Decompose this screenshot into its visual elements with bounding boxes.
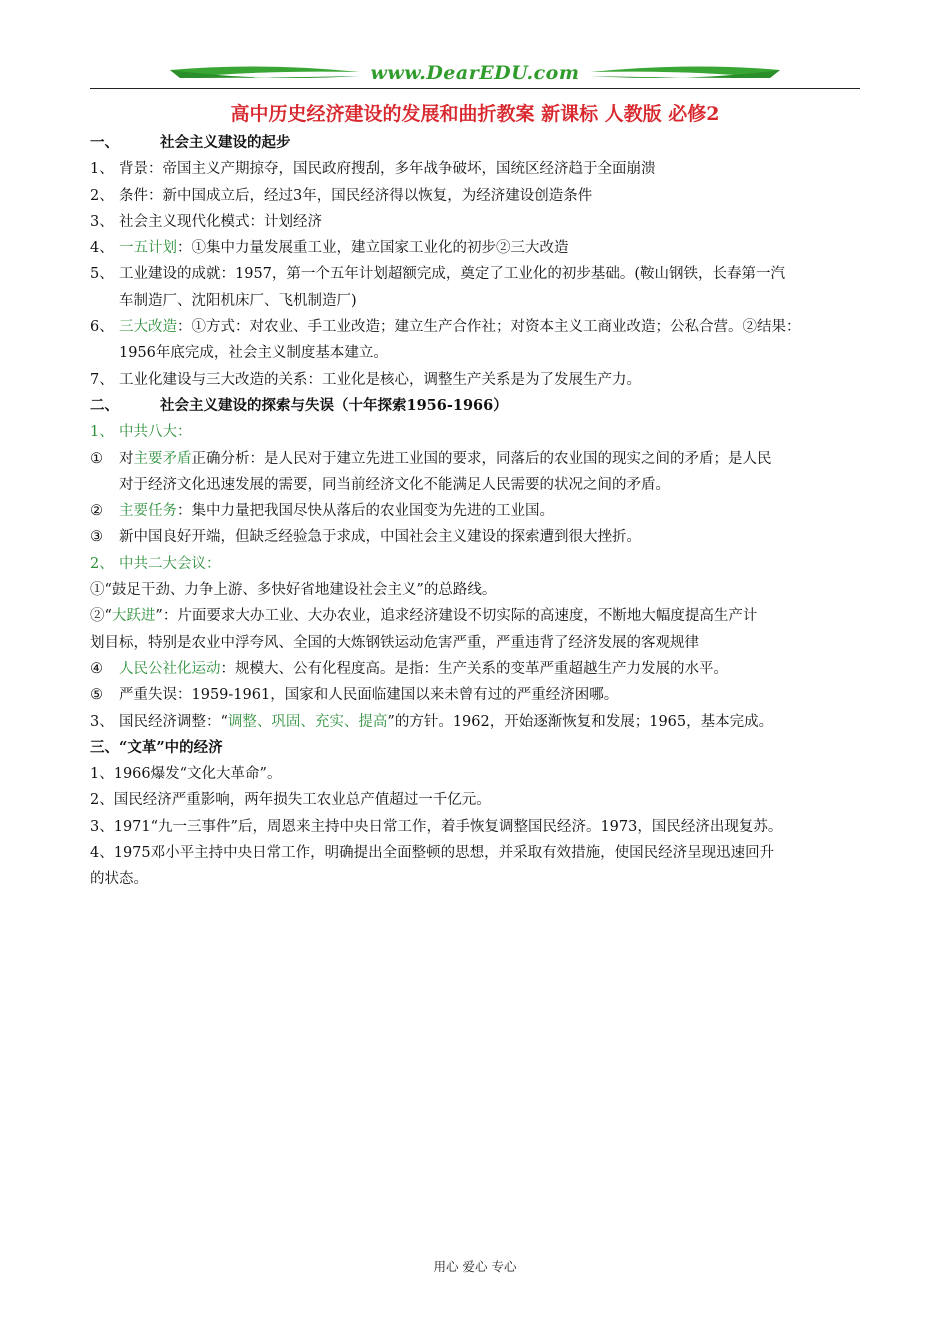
list-item: ③ 新中国良好开端，但缺乏经验急于求成，中国社会主义建设的探索遭到很大挫折。 (90, 529, 641, 546)
key-term: 大跃进 (111, 608, 156, 625)
list-item: ②“大跃进”：片面要求大办工业、大办农业，追求经济建设不切实际的高速度，不断地大幅度提高生产计 (90, 608, 758, 625)
list-item: 6、 三大改造：①方式：对农业、手工业改造；建立生产合作社；对资本主义工商业改造；公私合营。②结果： (90, 319, 801, 336)
list-item: 4、1975邓小平主持中央日常工作，明确提出全面整顿的思想，并采取有效措施，使国民经济呈现迅速回升 (90, 845, 775, 862)
list-item: 7、 工业化建设与三大改造的关系：工业化是核心，调整生产关系是为了发展生产力。 (90, 371, 641, 388)
page-title: 高中历史经济建设的发展和曲折教案 新课标 人教版 必修2 (230, 103, 720, 125)
list-item: 1、 背景：帝国主义产期掠夺，国民政府搜刮，多年战争破坏，国统区经济趋于全面崩溃 (90, 161, 656, 178)
page-footer: 用心 爱心 专心 (433, 1259, 517, 1274)
list-item: 2、国民经济严重影响，两年损失工农业总产值超过一千亿元。 (90, 792, 491, 809)
subsection-heading: 2、 中共二大会议： (90, 555, 221, 572)
document-body (90, 130, 862, 893)
list-item-continuation: 1956年底完成，社会主义制度基本建立。 (119, 345, 388, 362)
list-item: 5、 工业建设的成就：1957，第一个五年计划超额完成，奠定了工业化的初步基础。(鞍山钢铁，长春第一汽 (90, 266, 786, 283)
list-item: ④ 人民公社化运动：规模大、公有化程度高。是指：生产关系的变革严重超越生产力发展的水平。 (90, 660, 728, 677)
list-item: 3、 社会主义现代化模式：计划经济 (90, 213, 322, 230)
list-item-continuation: 车制造厂、沈阳机床厂、飞机制造厂) (119, 292, 357, 309)
list-item: ② 主要任务：集中力量把我国尽快从落后的农业国变为先进的工业国。 (90, 503, 554, 520)
subsection-heading: 1、 中共八大： (90, 424, 192, 441)
key-term: 一五计划 (119, 240, 177, 257)
list-item: 3、1971“九一三事件”后，周恩来主持中央日常工作，着手恢复调整国民经济。1973，国民经济出现复苏。 (90, 818, 783, 835)
list-item-continuation: 的状态。 (90, 871, 148, 888)
list-item: ⑤ 严重失误：1959-1961，国家和人民面临建国以来未曾有过的严重经济困哪。 (90, 687, 619, 704)
list-item-continuation: 划目标，特别是农业中浮夸风、全国的大炼钢铁运动危害严重，严重违背了经济发展的客观规律 (90, 634, 699, 651)
section-heading: 三、“文革”中的经济 (90, 738, 223, 756)
list-item: 4、 一五计划：①集中力量发展重工业，建立国家工业化的初步②三大改造 (90, 240, 569, 257)
list-item: 3、 国民经济调整：“调整、巩固、充实、提高”的方针。1962，开始逐渐恢复和发展；1965，基本完成。 (90, 713, 774, 730)
site-logo[interactable]: www.DearEDU.com (370, 62, 580, 84)
key-term: 人民公社化运动 (119, 660, 221, 677)
list-item: 2、 条件：新中国成立后，经过3年，国民经济得以恢复，为经济建设创造条件 (90, 187, 593, 204)
key-term: 调整、巩固、充实、提高 (227, 713, 388, 730)
key-term: 主要矛盾 (133, 450, 192, 467)
key-term: 主要任务 (119, 503, 177, 520)
list-item-continuation: 对于经济文化迅速发展的需要，同当前经济文化不能满足人民需要的状况之间的矛盾。 (119, 476, 670, 493)
key-term: 三大改造 (119, 319, 177, 336)
list-item: 1、1966爆发“文化大革命”。 (90, 766, 282, 783)
section-heading: 一、 社会主义建设的起步 (90, 134, 291, 151)
list-item: ①“鼓足干劲、力争上游、多快好省地建设社会主义”的总路线。 (90, 582, 497, 599)
header-banner (90, 58, 860, 92)
header-rule (90, 88, 860, 89)
list-item: ① 对主要矛盾正确分析：是人民对于建立先进工业国的要求，同落后的农业国的现实之间的矛盾；是人民 (90, 450, 772, 467)
section-heading: 二、 社会主义建设的探索与失误（十年探索1956-1966） (90, 396, 508, 414)
